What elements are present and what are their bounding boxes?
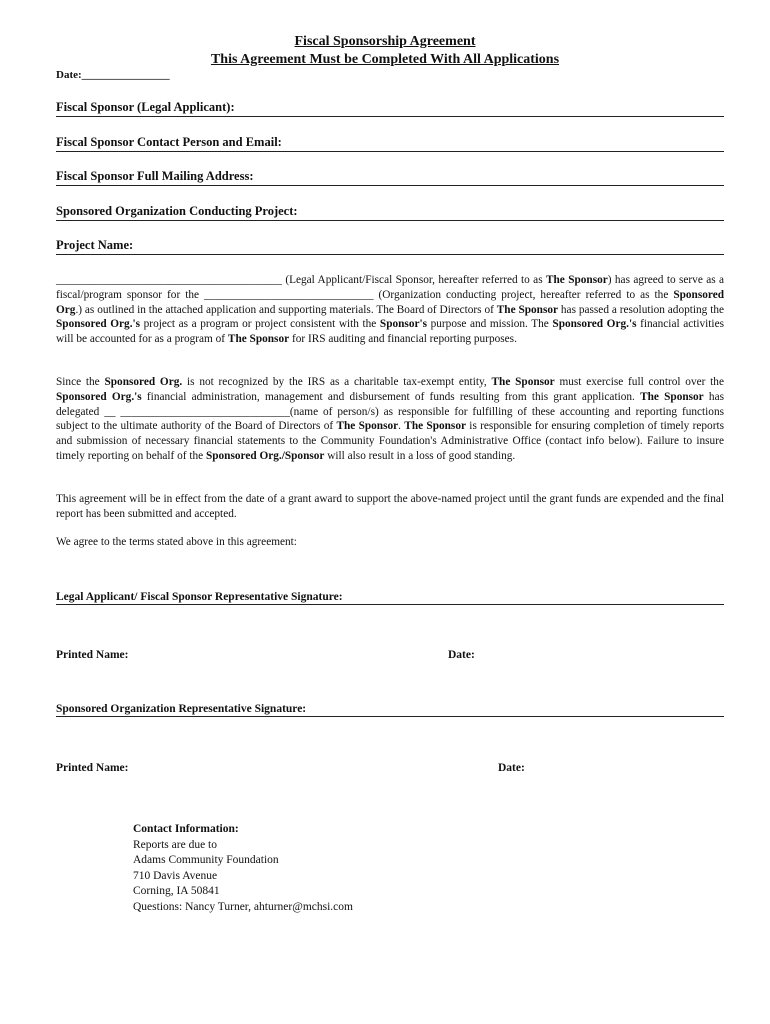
org-signature-line[interactable]: Sponsored Organization Representative Signature: xyxy=(56,703,724,717)
printed-name-label-1[interactable]: Printed Name: xyxy=(56,649,129,661)
printed-name-label-2[interactable]: Printed Name: xyxy=(56,762,129,774)
contact-person-field[interactable]: Fiscal Sponsor Contact Person and Email: xyxy=(56,135,724,152)
project-name-field[interactable]: Project Name: xyxy=(56,238,724,255)
document-subtitle: This Agreement Must be Completed With All Applications xyxy=(210,52,560,67)
sponsored-org-field[interactable]: Sponsored Organization Conducting Project: xyxy=(56,204,724,221)
date-label-1[interactable]: Date: xyxy=(448,649,475,661)
contact-line: 710 Davis Avenue xyxy=(133,869,218,882)
mailing-address-field[interactable]: Fiscal Sponsor Full Mailing Address: xyxy=(56,169,724,186)
contact-heading: Contact Information: xyxy=(133,823,239,835)
agreement-paragraph-3: This agreement will be in effect from the date of a grant award to support the above-named project until the grant funds are expended and the final report has been submitted and accepted. xyxy=(56,493,724,520)
agreement-paragraph-2: Since the Sponsored Org. is not recognized by the IRS as a charitable tax-exempt entity, The Sponsor must exercise full control over the Sponsored Org.'s financial administration, management and disbursement of funds resulting from this grant application. The Sponsor has delegated __ ______________________________(name of person/s) as responsible for fulfilling of these accounting and reporting functions subject to the ultimate authority of the Board of Directors of The Sponsor. The Sponsor is responsible for ensuring completion of timely reports and submission of necessary financial statements to the Community Foundation's Administrative Office (contact info below). Failure to insure timely reporting on behalf of the Sponsored Org./Sponsor will also result in a loss of good standing. xyxy=(56,376,724,462)
date-field[interactable]: Date:________________ xyxy=(56,69,170,81)
fiscal-sponsor-field[interactable]: Fiscal Sponsor (Legal Applicant): xyxy=(56,100,724,117)
contact-line: Reports are due to xyxy=(133,838,217,851)
date-label-2[interactable]: Date: xyxy=(498,762,525,774)
contact-line: Adams Community Foundation xyxy=(133,854,279,866)
contact-email-line: Questions: Nancy Turner, ahturner@mchsi.com xyxy=(133,900,353,913)
contact-line: Corning, IA 50841 xyxy=(133,885,220,897)
document-title: Fiscal Sponsorship Agreement xyxy=(294,34,476,49)
agreement-paragraph-4: We agree to the terms stated above in this agreement: xyxy=(56,536,297,548)
sponsor-signature-line[interactable]: Legal Applicant/ Fiscal Sponsor Representative Signature: xyxy=(56,591,724,605)
agreement-paragraph-1: ________________________________________ (Legal Applicant/Fiscal Sponsor, hereafter referred to as The Sponsor) has agreed to serve as a fiscal/program sponsor for the ______________________________ (Organization conducting project, hereafter referred to as the Sponsored Org.) as outlined in the attached application and supporting materials. The Board of Directors of The Sponsor has passed a resolution adopting the Sponsored Org.'s project as a program or project consistent with the Sponsor's purpose and mission. The Sponsored Org.'s financial activities will be accounted for as a program of The Sponsor for IRS auditing and financial reporting purposes. xyxy=(56,274,725,346)
contact-info-block xyxy=(133,822,353,915)
